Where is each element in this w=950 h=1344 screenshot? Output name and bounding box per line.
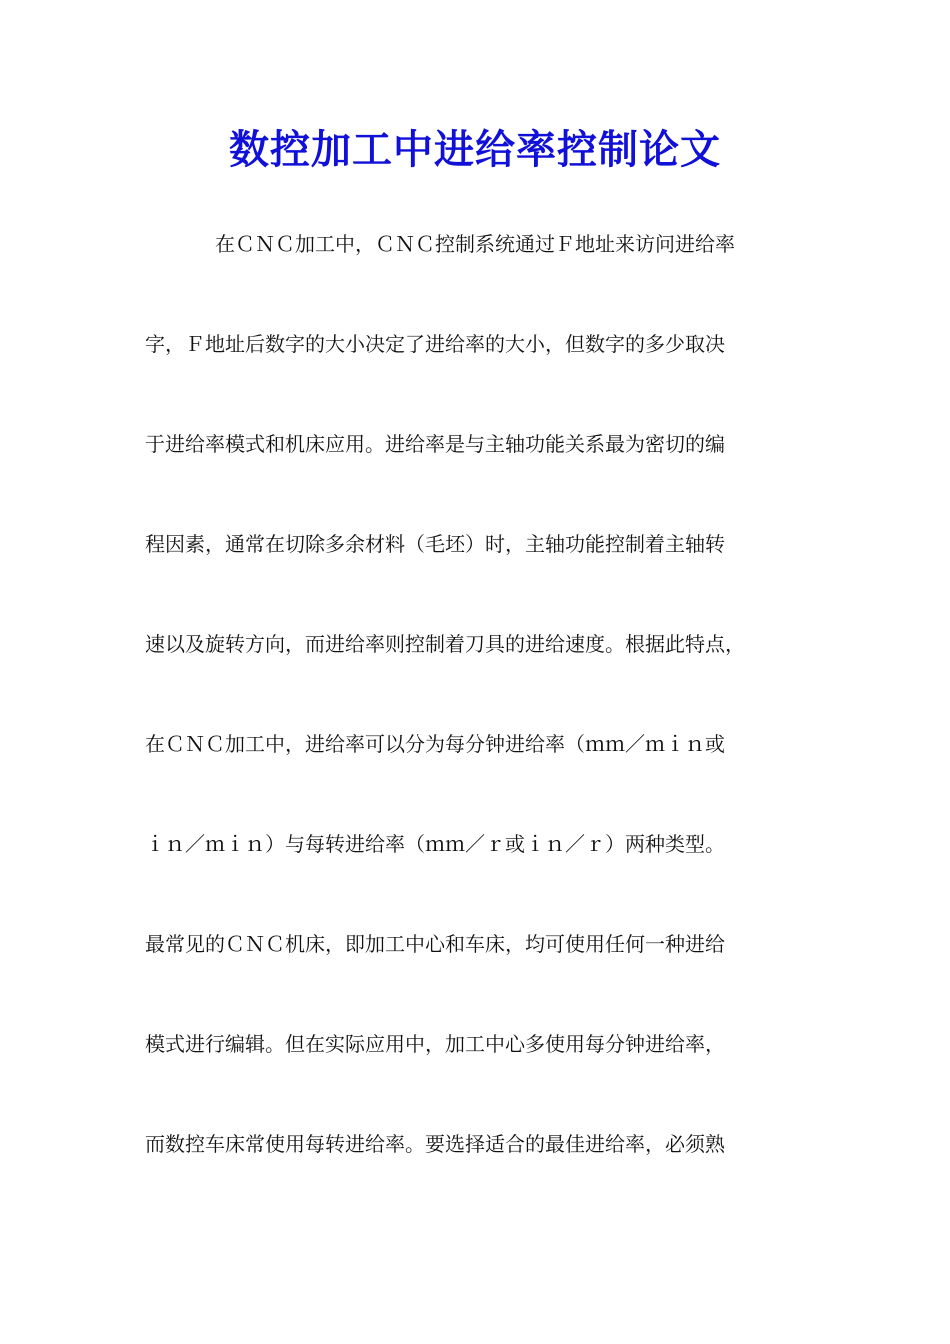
- body-line: 模式进行编辑。但在实际应用中，加工中心多使用每分钟进给率，: [145, 1032, 725, 1056]
- body-line: ｉｎ／ｍｉｎ）与每转进给率（ｍｍ／ｒ或ｉｎ／ｒ）两种类型。: [145, 832, 725, 856]
- body-line: 在ＣＮＣ加工中，ＣＮＣ控制系统通过Ｆ地址来访问进给率: [215, 232, 735, 256]
- body-line: 字，Ｆ地址后数字的大小决定了进给率的大小，但数字的多少取决: [145, 332, 725, 356]
- body-line: 而数控车床常使用每转进给率。要选择适合的最佳进给率，必须熟: [145, 1132, 725, 1156]
- body-line: 程因素，通常在切除多余材料（毛坯）时，主轴功能控制着主轴转: [145, 532, 725, 556]
- body-line: 速以及旋转方向，而进给率则控制着刀具的进给速度。根据此特点，: [145, 632, 745, 656]
- document-title: 数控加工中进给率控制论文: [229, 127, 721, 173]
- body-line: 在ＣＮＣ加工中，进给率可以分为每分钟进给率（ｍｍ／ｍｉｎ或: [145, 732, 725, 756]
- body-line: 于进给率模式和机床应用。进给率是与主轴功能关系最为密切的编: [145, 432, 725, 456]
- body-line: 最常见的ＣＮＣ机床，即加工中心和车床，均可使用任何一种进给: [145, 932, 725, 956]
- document-body: [145, 224, 825, 1224]
